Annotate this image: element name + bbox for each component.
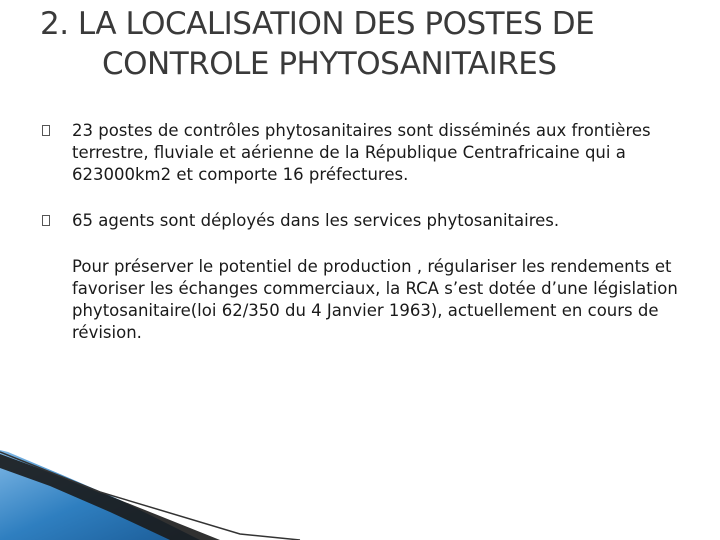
slide-title-line-2: CONTROLE PHYTOSANITAIRES [102,46,557,82]
body-paragraph: Pour préserver le potentiel de production , régulariser les rendements et favoriser les échanges commerciaux, la RCA s’est dotée d’une législation phytosanitaire(loi 62/350 du 4 Janvier 1963), actuellement en cours de révision. [72,257,678,342]
corner-decoration [0,450,720,540]
slide-title [40,4,700,84]
bullet-text: 65 agents sont déployés dans les services phytosanitaires. [72,211,560,230]
bullet-box-icon [42,125,50,136]
bullet-text: 23 postes de contrôles phytosanitaires sont disséminés aux frontières terrestre, fluviale et aérienne de la République Centrafricaine qui a 623000km2 et comporte 16 préfectures. [72,121,651,184]
bullet-box-icon [42,215,50,226]
bullet-item-postes [42,120,702,186]
bullet-list [42,120,702,344]
slide-title-line-1: 2. LA LOCALISATION DES POSTES DE [40,6,595,42]
bullet-item-agents [42,210,702,232]
